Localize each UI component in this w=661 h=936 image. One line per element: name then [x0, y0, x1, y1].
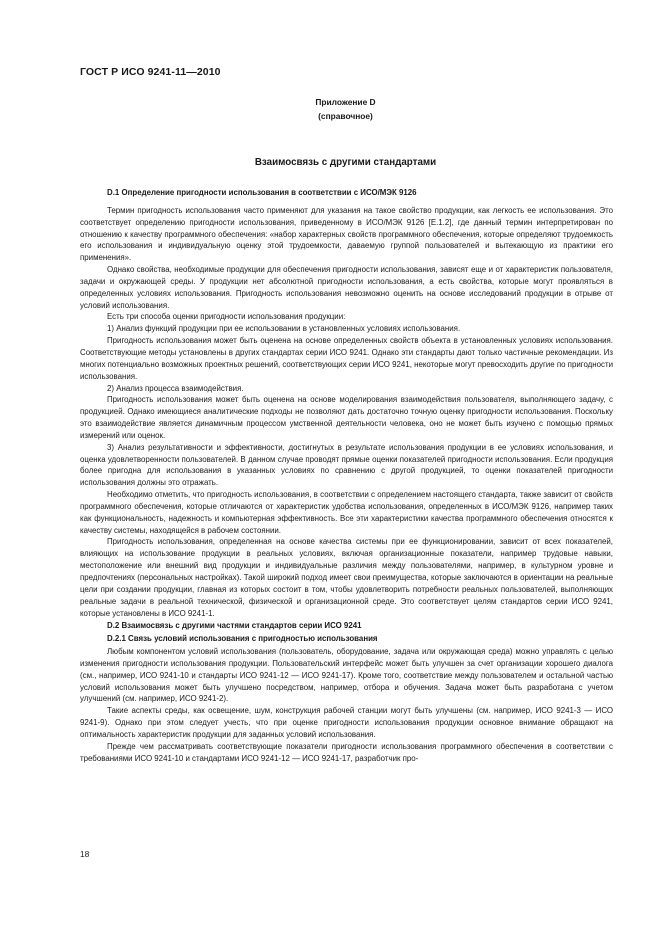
- paragraph: Необходимо отметить, что пригодность использования, в соответствии с определением настоящего стандарта, также зависит от свойств программного обеспечения, которые отличаются от характеристик удобства использования, определенных в ИСО/МЭК 9126, например таких как функциональность, надежность и компьютерная эффективность. Все эти характеристики качества программного обеспечения относятся к качеству системы, находящейся в рабочем состоянии.: [80, 490, 613, 535]
- list-item: 2) Анализ процесса взаимодействия.: [107, 383, 244, 393]
- paragraph: Прежде чем рассматривать соответствующие показатели пригодности использования программного обеспечения в соответствии с требованиями ИСО 9241-10 и стандартами ИСО 9241-12 — ИСО 9241-17, разработчик про-: [80, 741, 613, 763]
- appendix-label: Приложение D: [315, 97, 376, 107]
- appendix-type: (справочное): [318, 111, 373, 121]
- paragraph: Любым компонентом условий использования (пользователь, оборудование, задача или окружающая среда) можно управлять с целью изменения пригодности использования продукции. Пользовательский интерфейс может быть улучшен за счет организации хорошего диалога (см., например, ИСО 9241-10 и стандарты ИСО 9241-12 — ИСО 9241-17). Кроме того, соответствие между пользователем и остальной частью условий использования может быть улучшено посредством, например, отбора и обучения. Задача может быть разработана с учетом улучшений (см. например, ИСО 9241-2).: [80, 647, 613, 704]
- paragraph: Есть три способа оценки пригодности использования продукции:: [107, 312, 346, 322]
- paragraph: Пригодность использования может быть оценена на основе моделирования взаимодействия пользователя, выполняющего задачу, с продукцией. Однако имеющиеся аналитические подходы не позволяют дать достаточно точную оценку пригодности использования. Поскольку это взаимодействие является динамичным процессом умственной деятельности человека, оно не может быть изучено с помощью прямых измерений или оценок.: [80, 395, 613, 440]
- paragraph: Однако свойства, необходимые продукции для обеспечения пригодности использования, зависят еще и от характеристик пользователя, задачи и окружающей среды. У продукции нет абсолютной пригодности использования, а есть свойства, которые могут проявляться в определенных условиях использования. Пригодность использования невозможно оценить на основе исследований продукции в отрыве от условий использования.: [80, 265, 613, 310]
- body-text: [80, 186, 613, 765]
- list-item: 3) Анализ результативности и эффективности, достигнутых в результате использования продукции в ее условиях использования, и оценка удовлетворенности пользователей. В данном случае проводят прямые оценки показателей пригодности использования. Если продукция более пригодна для использования в указанных условиях по сравнению с другой продукцией, то оценки показателей пригодности использования должны это отражать.: [80, 442, 613, 488]
- page-number: 18: [80, 849, 90, 859]
- section-title: Взаимосвязь с другими стандартами: [254, 157, 437, 168]
- document-header: ГОСТ Р ИСО 9241-11—2010: [80, 66, 221, 78]
- appendix-block: [0, 95, 661, 123]
- heading-d2: D.2 Взаимосвязь с другими частями стандартов серии ИСО 9241: [107, 621, 362, 631]
- list-item: 1) Анализ функций продукции при ее использовании в установленных условиях использования.: [107, 324, 461, 334]
- paragraph: Пригодность использования, определенная на основе качества системы при ее функционировании, зависит от всех показателей, влияющих на использование продукции в реальных условиях, включая организационные показатели, например трудовые навыки, местоположение или внешний вид продукции и индивидуальные различия между пользователями, например, в культурном уровне и предпочтениях (персональных настройках). Такой широкий подход имеет свои преимущества, которые заключаются в ориентации на реальные цели при создании продукции, главная из которых состоит в том, чтобы удовлетворить потребности реальных пользователей, выполняющих реальные задачи в реальной технической, физической и организационной среде. Это соответствует целям стандартов серии ИСО 9241, которые установлены в ИСО 9241-1.: [80, 537, 613, 618]
- paragraph: Такие аспекты среды, как освещение, шум, конструкция рабочей станции могут быть улучшены (см. например, ИСО 9241-3 — ИСО 9241-9). Однако при этом следует учесть, что при оценке пригодности использования продукции основное внимание обращают на оптимальность характеристик продукции для заданных условий использования.: [80, 706, 613, 739]
- heading-d21: D.2.1 Связь условий использования с пригодностью использования: [107, 634, 378, 644]
- paragraph: Пригодность использования может быть оценена на основе определенных свойств объекта в установленных условиях использования. Соответствующие методы установлены в других стандартах серии ИСО 9241. Однако эти стандарты дают только частичные рекомендации. Из многих потенциально возможных проектных решений, соответствующих серии ИСО 9241, некоторые могут превосходить другие по пригодности использования.: [80, 336, 613, 381]
- paragraph: Термин пригодность использования часто применяют для указания на такое свойство продукции, как легкость ее использования. Это соответствует определению пригодности использования, приведенному в ИСО/МЭК 9126 [Е.1.2], где данный термин интерпретирован по отношению к качеству программного обеспечения: «набор характерных свойств программного обеспечения, которые определяют трудоемкость его использования и индивидуальную оценку этой трудоемкости, даваемую группой пользователей и вытекающую из практики его применения».: [80, 205, 613, 263]
- heading-d1: D.1 Определение пригодности использования в соответствии с ИСО/МЭК 9126: [107, 188, 417, 197]
